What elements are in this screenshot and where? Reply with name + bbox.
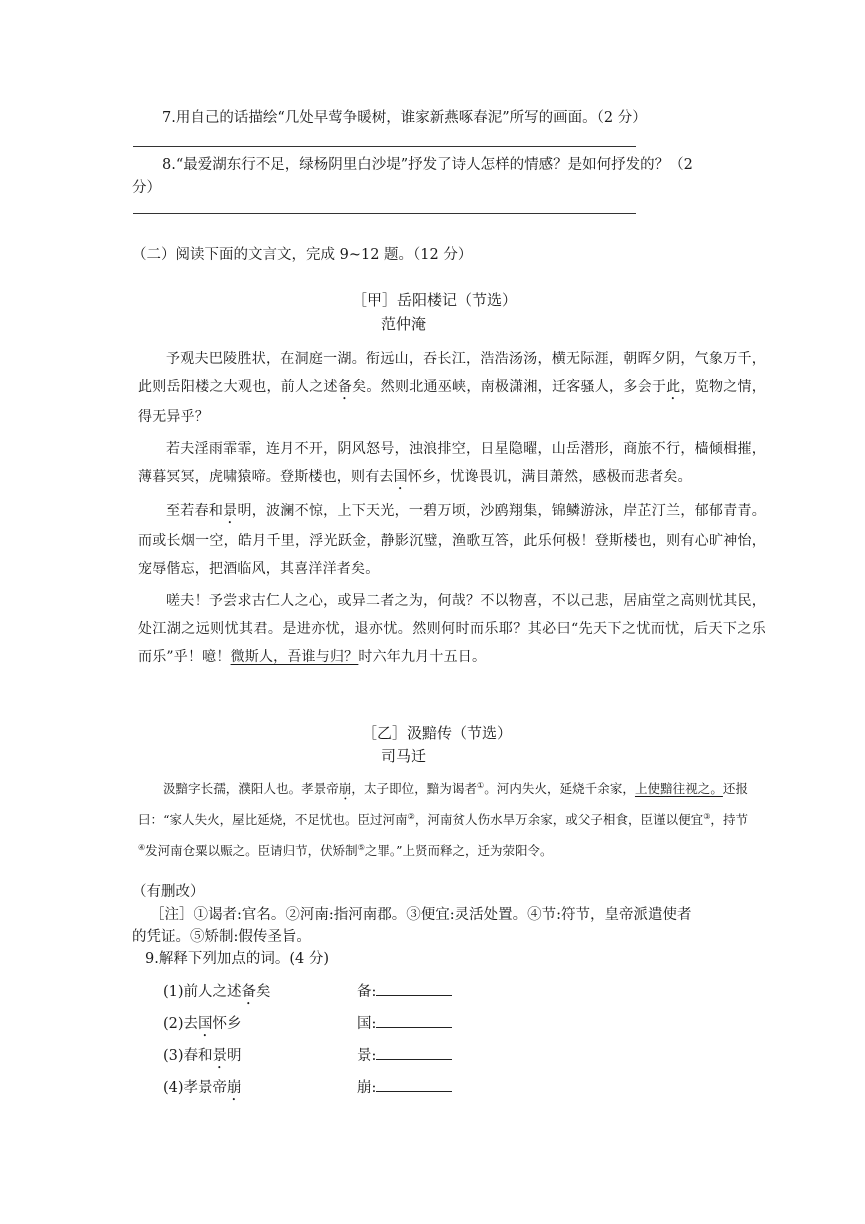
underlined-sentence: 上使黯往视之。 [634, 781, 723, 797]
footnote-marker: ② [407, 812, 415, 822]
answer-blank[interactable] [376, 1045, 452, 1060]
notes-line1: ［注］①谒者:官名。②河南:指河南郡。③便宜:灵活处置。④节:符节，皇帝派遣使者 [150, 907, 692, 923]
dotted-word: 景 [212, 1048, 228, 1064]
q9-answer-4: 崩: [357, 1076, 452, 1097]
passage-a-paragraph: 嗟夫！予尝求古仁人之心，或异二者之为，何哉？不以物喜，不以己悲，居庙堂之高则忧其民，处江湖之远则忧其君。是进亦忧，退亦忧。然则何时而乐耶？其必曰“先天下之忧而忧，后天下之乐而乐”乎！噫！微斯人，吾谁与归？时六年九月十五日。 [138, 593, 766, 665]
passage-a-paragraph: 至若春和景明，波澜不惊，上下天光，一碧万顷，沙鸥翔集，锦鳞游泳，岸芷汀兰，郁郁青青。而或长烟一空，皓月千里，浮光跃金，静影沉璧，渔歌互答，此乐何极！登斯楼也，则有心旷神怡，宠辱偕忘，把酒临风，其喜洋洋者矣。 [138, 503, 766, 577]
answer-line-8 [133, 213, 636, 214]
passage-a-author: 范仲淹 [381, 315, 427, 333]
footnote-marker: ① [477, 781, 485, 790]
notes-line2: 的凭证。⑤矫制:假传圣旨。 [132, 929, 311, 945]
q9-item-1: (1)前人之述备矣 [163, 984, 271, 1000]
dotted-word: 国 [393, 469, 408, 485]
answer-blank[interactable] [376, 1013, 452, 1028]
q9-answer-1: 备: [357, 980, 452, 1001]
question-8-line1: 8.“最爱湖东行不足，绿杨阴里白沙堤”抒发了诗人怎样的情感？是如何抒发的？（2 [162, 157, 693, 173]
underlined-sentence: 微斯人，吾谁与归？ [230, 649, 359, 665]
dotted-word: 此 [666, 379, 681, 395]
passage-a-paragraph: 若夫淫雨霏霏，连月不开，阴风怒号，浊浪排空，日星隐曜，山岳潜形，商旅不行，樯倾楫摧，薄暮冥冥，虎啸猿啼。登斯楼也，则有去国怀乡，忧谗畏讥，满目萧然，感极而悲者矣。 [138, 441, 766, 485]
dotted-word: 崩 [227, 1080, 242, 1096]
passage-a-title: ［甲］岳阳楼记（节选） [352, 291, 518, 309]
edit-note: （有删改） [132, 884, 205, 900]
passage-b-author: 司马迁 [381, 747, 427, 765]
dotted-word: 备 [337, 379, 353, 395]
q9-item-3: (3)春和景明 [163, 1048, 242, 1064]
passage-b-title: ［乙］汲黯传（节选） [362, 724, 513, 742]
answer-line-7 [133, 146, 636, 147]
section-heading: （二）阅读下面的文言文，完成 9~12 题。（12 分） [132, 247, 473, 263]
footnote-marker: ③ [703, 812, 711, 822]
passage-a-paragraph: 予观夫巴陵胜状，在洞庭一湖。衔远山，吞长江，浩浩汤汤，横无际涯，朝晖夕阴，气象万千，此则岳阳楼之大观也，前人之述备矣。然则北通巫峡，南极潇湘，迁客骚人，多会于此，览物之情，得无异乎？ [138, 351, 767, 425]
question-7: 7.用自己的话描绘“几处早莺争暖树，谁家新燕啄春泥”所写的画面。（2 分） [162, 110, 647, 126]
dotted-word: 备 [241, 984, 257, 1000]
q9-answer-2: 国: [357, 1012, 452, 1033]
footnote-marker: ⑤ [357, 843, 365, 853]
answer-blank[interactable] [376, 1077, 452, 1092]
answer-blank[interactable] [376, 981, 452, 996]
passage-b-body [138, 772, 748, 865]
dotted-word: 崩 [338, 781, 352, 797]
question-9: 9.解释下列加点的词。(4 分) [145, 951, 329, 967]
q9-answer-3: 景: [357, 1044, 452, 1065]
dotted-word: 国 [198, 1016, 213, 1032]
dotted-word: 景 [223, 503, 238, 519]
footnote-marker: ④ [138, 843, 146, 853]
passage-a-body [138, 345, 766, 675]
q9-item-4: (4)孝景帝崩 [163, 1080, 242, 1096]
passage-b-paragraph: 汲黯字长孺，濮阳人也。孝景帝崩，太子即位，黯为谒者①。河内失火，延烧千余家，上使黯往视之。还报曰：“家人失火，屋比延烧，不足忧也。臣过河南②，河南贫人伤水旱万余家，或父子相食，臣谨以便宜③，持节④发河南仓粟以赈之。臣请归节，伏矫制⑤之罪。”上贤而释之，迁为荥阳令。 [138, 781, 748, 859]
question-8-line2: 分） [132, 180, 161, 196]
q9-item-2: (2)去国怀乡 [163, 1016, 242, 1032]
